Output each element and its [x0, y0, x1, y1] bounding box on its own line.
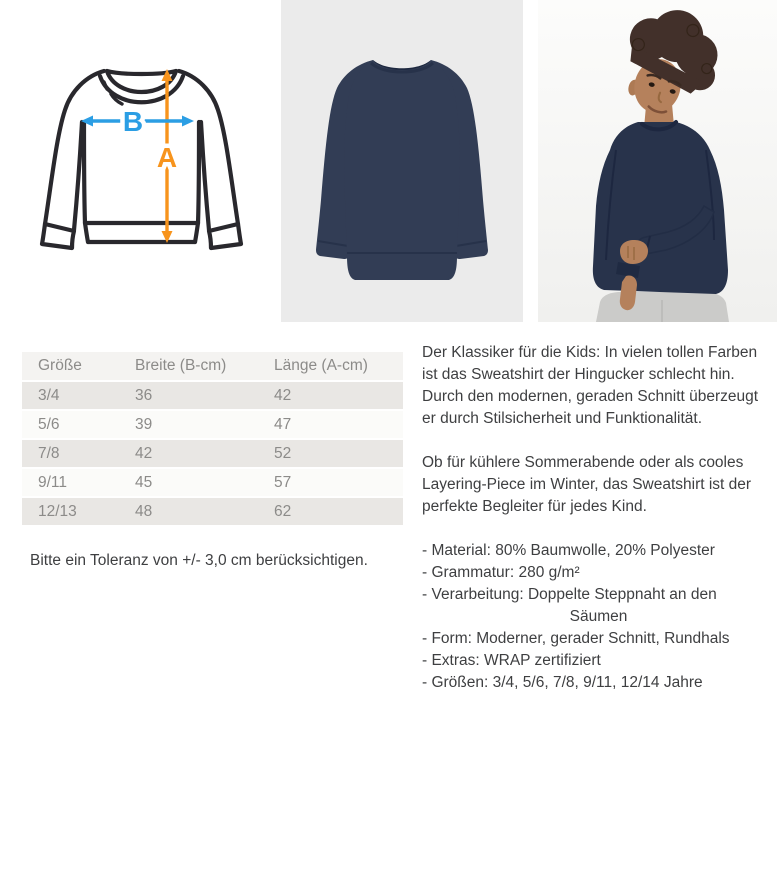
width-cell: 48: [119, 498, 258, 527]
length-cell: 47: [258, 411, 403, 440]
description-paragraph: Der Klassiker für die Kids: In vielen tollen Farben ist das Sweatshirt der Hingucker schlecht hin. Durch den modernen, geraden Schnitt überzeugt er durch Stilsicherheit und Funktionalität.: [422, 344, 759, 427]
size-cell: 12/13: [22, 498, 119, 527]
spec-form: - Form: Moderner, gerader Schnitt, Rundhals: [422, 630, 730, 647]
size-cell: 5/6: [22, 411, 119, 440]
width-cell: 45: [119, 469, 258, 498]
length-cell: 62: [258, 498, 403, 527]
product-description: [422, 342, 775, 694]
width-cell: 39: [119, 411, 258, 440]
sweatshirt-outline-icon: [20, 40, 260, 280]
size-cell: 9/11: [22, 469, 119, 498]
col-header-width: Breite (B-cm): [119, 352, 258, 382]
spec-groessen: - Größen: 3/4, 5/6, 7/8, 9/11, 12/14 Jahre: [422, 674, 703, 691]
length-cell: 42: [258, 382, 403, 411]
size-row: [22, 440, 403, 469]
col-header-size: Größe: [22, 352, 119, 382]
size-cell: 3/4: [22, 382, 119, 411]
spec-material: - Material: 80% Baumwolle, 20% Polyester: [422, 542, 715, 559]
length-cell: 52: [258, 440, 403, 469]
width-cell: 36: [119, 382, 258, 411]
size-cell: 7/8: [22, 440, 119, 469]
col-header-length: Länge (A-cm): [258, 352, 403, 382]
size-row: [22, 411, 403, 440]
model-photo: [538, 0, 777, 322]
tolerance-note: Bitte ein Toleranz von +/- 3,0 cm berücksichtigen.: [30, 552, 368, 569]
spec-verarbeitung: - Verarbeitung: Doppelte Steppnaht an den: [422, 586, 717, 603]
spec-extras: - Extras: WRAP zertifiziert: [422, 652, 601, 669]
kid-wearing-sweatshirt-image: [538, 0, 777, 322]
description-paragraph: Ob für kühlere Sommerabende oder als cooles Layering-Piece im Winter, das Sweatshirt ist der perfekte Begleiter für jedes Kind.: [422, 454, 752, 515]
length-cell: 57: [258, 469, 403, 498]
spec-grammatur: - Grammatur: 280 g/m²: [422, 564, 580, 581]
measurement-diagram: [20, 40, 260, 280]
width-cell: 42: [119, 440, 258, 469]
product-photo: [281, 0, 523, 322]
navy-sweatshirt-image: [281, 0, 523, 322]
size-table-header-row: [22, 352, 403, 382]
size-row: [22, 498, 403, 527]
size-row: [22, 382, 403, 411]
size-table: [22, 352, 403, 527]
size-row: [22, 469, 403, 498]
width-label: B: [122, 106, 144, 137]
length-label: A: [156, 142, 178, 173]
spec-verarbeitung-continuation: Säumen: [569, 608, 628, 625]
